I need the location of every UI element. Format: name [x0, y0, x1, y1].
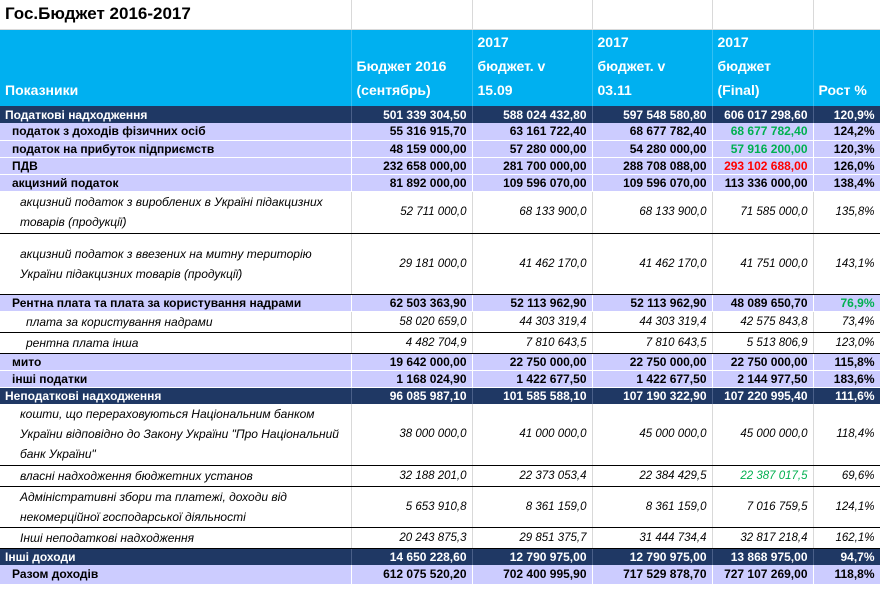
row-label[interactable]: мито: [0, 353, 351, 370]
table-row: [0, 370, 880, 387]
table-row: [0, 294, 880, 311]
cell-budget-v1509[interactable]: 22 750 000,00: [472, 353, 592, 370]
cell-budget-v1509[interactable]: 8 361 159,0: [472, 486, 592, 527]
cell-budget-final[interactable]: 48 089 650,70: [712, 294, 813, 311]
cell-budget-v0311[interactable]: 41 462 170,0: [592, 233, 712, 294]
cell-budget-v0311[interactable]: 597 548 580,80: [592, 106, 712, 123]
cell-growth[interactable]: 115,8%: [813, 353, 880, 370]
cell-budget-v0311[interactable]: 44 303 319,4: [592, 311, 712, 332]
cell-growth[interactable]: 111,6%: [813, 387, 880, 404]
empty-cell[interactable]: [472, 0, 592, 29]
table-row: [0, 332, 880, 353]
cell-budget-2016[interactable]: 1 168 024,90: [351, 370, 472, 387]
cell-growth[interactable]: 124,1%: [813, 486, 880, 527]
empty-cell[interactable]: [813, 0, 880, 29]
row-label[interactable]: Рентна плата та плата за користування надрами: [0, 294, 351, 311]
row-label[interactable]: власні надходження бюджетних установ: [0, 465, 351, 486]
cell-growth[interactable]: 73,4%: [813, 311, 880, 332]
sheet-title: Гос.Бюджет 2016-2017: [5, 4, 191, 24]
cell-budget-v0311[interactable]: 54 280 000,00: [592, 140, 712, 157]
cell-budget-2016[interactable]: 29 181 000,0: [351, 233, 472, 294]
table-row: [0, 174, 880, 191]
cell-growth[interactable]: 143,1%: [813, 233, 880, 294]
header-budget-2017-final[interactable]: 2017 бюджет (Final): [712, 29, 813, 106]
cell-growth[interactable]: 123,0%: [813, 332, 880, 353]
cell-budget-v1509[interactable]: 101 585 588,10: [472, 387, 592, 404]
cell-budget-final[interactable]: 7 016 759,5: [712, 486, 813, 527]
cell-budget-v0311[interactable]: 717 529 878,70: [592, 565, 712, 584]
cell-budget-v1509[interactable]: 41 462 170,0: [472, 233, 592, 294]
cell-budget-final[interactable]: 606 017 298,60: [712, 106, 813, 123]
cell-budget-v0311[interactable]: 107 190 322,90: [592, 387, 712, 404]
cell-budget-2016[interactable]: 38 000 000,0: [351, 404, 472, 465]
cell-budget-final[interactable]: 41 751 000,0: [712, 233, 813, 294]
cell-budget-v0311[interactable]: 8 361 159,0: [592, 486, 712, 527]
cell-budget-v1509[interactable]: 52 113 962,90: [472, 294, 592, 311]
table-row: [0, 157, 880, 174]
cell-growth[interactable]: 124,2%: [813, 123, 880, 140]
cell-growth[interactable]: 162,1%: [813, 527, 880, 548]
cell-growth[interactable]: 120,3%: [813, 140, 880, 157]
cell-budget-v0311[interactable]: 68 133 900,0: [592, 191, 712, 233]
cell-budget-final[interactable]: 71 585 000,0: [712, 191, 813, 233]
cell-growth[interactable]: 69,6%: [813, 465, 880, 486]
cell-budget-final[interactable]: 113 336 000,00: [712, 174, 813, 191]
table-row: [0, 123, 880, 140]
cell-budget-2016[interactable]: 14 650 228,60: [351, 548, 472, 565]
row-label[interactable]: Інші неподаткові надходження: [0, 527, 351, 548]
cell-budget-v0311[interactable]: 109 596 070,00: [592, 174, 712, 191]
cell-budget-final[interactable]: 68 677 782,40: [712, 123, 813, 140]
cell-budget-final[interactable]: 22 387 017,5: [712, 465, 813, 486]
row-label[interactable]: Інші доходи: [0, 548, 351, 565]
table-row: [0, 140, 880, 157]
cell-budget-2016[interactable]: 612 075 520,20: [351, 565, 472, 584]
row-label[interactable]: інші податки: [0, 370, 351, 387]
cell-budget-2016[interactable]: 52 711 000,0: [351, 191, 472, 233]
table-row: [0, 353, 880, 370]
cell-budget-final[interactable]: 42 575 843,8: [712, 311, 813, 332]
header-growth[interactable]: Рост %: [813, 29, 880, 106]
cell-budget-2016[interactable]: 48 159 000,00: [351, 140, 472, 157]
cell-budget-v1509[interactable]: 588 024 432,80: [472, 106, 592, 123]
cell-budget-v1509[interactable]: 1 422 677,50: [472, 370, 592, 387]
row-label[interactable]: рентна плата інша: [0, 332, 351, 353]
cell-budget-v1509[interactable]: 41 000 000,0: [472, 404, 592, 465]
cell-budget-v1509[interactable]: 57 280 000,00: [472, 140, 592, 157]
table-row: [0, 404, 880, 465]
row-label[interactable]: акцизний податок з вироблених в Україні підакцизних товарів (продукції): [0, 191, 351, 233]
cell-budget-v1509[interactable]: 68 133 900,0: [472, 191, 592, 233]
cell-budget-v1509[interactable]: 109 596 070,00: [472, 174, 592, 191]
cell-budget-final[interactable]: 32 817 218,4: [712, 527, 813, 548]
cell-growth[interactable]: 126,0%: [813, 157, 880, 174]
cell-budget-v0311[interactable]: 12 790 975,00: [592, 548, 712, 565]
cell-budget-v0311[interactable]: 22 750 000,00: [592, 353, 712, 370]
cell-budget-v1509[interactable]: 29 851 375,7: [472, 527, 592, 548]
row-label[interactable]: податок на прибуток підприємств: [0, 140, 351, 157]
cell-budget-2016[interactable]: 62 503 363,90: [351, 294, 472, 311]
cell-budget-2016[interactable]: 5 653 910,8: [351, 486, 472, 527]
cell-budget-final[interactable]: 45 000 000,0: [712, 404, 813, 465]
row-label[interactable]: податок з доходів фізичних осіб: [0, 123, 351, 140]
table-row: [0, 191, 880, 233]
row-label[interactable]: Податкові надходження: [0, 106, 351, 123]
cell-budget-2016[interactable]: 81 892 000,00: [351, 174, 472, 191]
cell-budget-v1509[interactable]: 7 810 643,5: [472, 332, 592, 353]
table-row: [0, 565, 880, 584]
row-label[interactable]: акцизний податок з ввезених на митну територію України підакцизних товарів (продукції): [0, 233, 351, 294]
cell-budget-v1509[interactable]: 12 790 975,00: [472, 548, 592, 565]
table-row: [0, 311, 880, 332]
cell-budget-v1509[interactable]: 44 303 319,4: [472, 311, 592, 332]
cell-budget-v1509[interactable]: 281 700 000,00: [472, 157, 592, 174]
cell-budget-v0311[interactable]: 22 384 429,5: [592, 465, 712, 486]
header-budget-2016[interactable]: Бюджет 2016 (сентябрь): [351, 29, 472, 106]
cell-budget-final[interactable]: 5 513 806,9: [712, 332, 813, 353]
cell-budget-v0311[interactable]: 288 708 088,00: [592, 157, 712, 174]
title-row: [0, 0, 880, 29]
cell-budget-final[interactable]: 13 868 975,00: [712, 548, 813, 565]
cell-budget-v0311[interactable]: 52 113 962,90: [592, 294, 712, 311]
cell-growth[interactable]: 94,7%: [813, 548, 880, 565]
header-budget-2017-v1509[interactable]: 2017 бюджет. v 15.09: [472, 29, 592, 106]
header-budget-2017-v0311[interactable]: 2017 бюджет. v 03.11: [592, 29, 712, 106]
table-row: [0, 548, 880, 565]
row-label[interactable]: Адміністративні збори та платежі, доходи від некомерційної господарської діяльності: [0, 486, 351, 527]
cell-budget-2016[interactable]: 4 482 704,9: [351, 332, 472, 353]
table-row: [0, 486, 880, 527]
row-label[interactable]: плата за користування надрами: [0, 311, 351, 332]
table-row: [0, 106, 880, 123]
row-label[interactable]: Разом доходів: [0, 565, 351, 584]
header-row: [0, 29, 880, 106]
sheet-title-cell[interactable]: [0, 0, 351, 29]
table-row: [0, 527, 880, 548]
cell-budget-2016[interactable]: 58 020 659,0: [351, 311, 472, 332]
cell-growth[interactable]: 135,8%: [813, 191, 880, 233]
cell-growth[interactable]: 120,9%: [813, 106, 880, 123]
empty-cell[interactable]: [712, 0, 813, 29]
cell-budget-final[interactable]: 22 750 000,00: [712, 353, 813, 370]
empty-cell[interactable]: [592, 0, 712, 29]
cell-budget-v0311[interactable]: 45 000 000,0: [592, 404, 712, 465]
cell-growth[interactable]: 76,9%: [813, 294, 880, 311]
cell-budget-2016[interactable]: 96 085 987,10: [351, 387, 472, 404]
empty-cell[interactable]: [351, 0, 472, 29]
cell-budget-final[interactable]: 727 107 269,00: [712, 565, 813, 584]
cell-budget-2016[interactable]: 232 658 000,00: [351, 157, 472, 174]
cell-budget-2016[interactable]: 501 339 304,50: [351, 106, 472, 123]
cell-growth[interactable]: 183,6%: [813, 370, 880, 387]
header-indicators[interactable]: Показники: [0, 29, 351, 106]
row-label[interactable]: кошти, що перераховуються Національним банком України відповідно до Закону України "Про Національний банк України": [0, 404, 351, 465]
cell-budget-final[interactable]: 293 102 688,00: [712, 157, 813, 174]
cell-budget-v0311[interactable]: 68 677 782,40: [592, 123, 712, 140]
cell-budget-v1509[interactable]: 702 400 995,90: [472, 565, 592, 584]
cell-growth[interactable]: 118,4%: [813, 404, 880, 465]
row-label[interactable]: Неподаткові надходження: [0, 387, 351, 404]
row-label[interactable]: ПДВ: [0, 157, 351, 174]
cell-budget-v0311[interactable]: 1 422 677,50: [592, 370, 712, 387]
cell-budget-2016[interactable]: 55 316 915,70: [351, 123, 472, 140]
table-row: [0, 387, 880, 404]
table-row: [0, 465, 880, 486]
cell-budget-final[interactable]: 107 220 995,40: [712, 387, 813, 404]
cell-budget-v1509[interactable]: 63 161 722,40: [472, 123, 592, 140]
cell-budget-final[interactable]: 2 144 977,50: [712, 370, 813, 387]
cell-budget-v0311[interactable]: 31 444 734,4: [592, 527, 712, 548]
cell-budget-final[interactable]: 57 916 200,00: [712, 140, 813, 157]
table-row: [0, 233, 880, 294]
cell-budget-2016[interactable]: 19 642 000,00: [351, 353, 472, 370]
cell-budget-2016[interactable]: 20 243 875,3: [351, 527, 472, 548]
cell-budget-v0311[interactable]: 7 810 643,5: [592, 332, 712, 353]
cell-growth[interactable]: 118,8%: [813, 565, 880, 584]
cell-budget-2016[interactable]: 32 188 201,0: [351, 465, 472, 486]
cell-budget-v1509[interactable]: 22 373 053,4: [472, 465, 592, 486]
row-label[interactable]: акцизний податок: [0, 174, 351, 191]
cell-growth[interactable]: 138,4%: [813, 174, 880, 191]
